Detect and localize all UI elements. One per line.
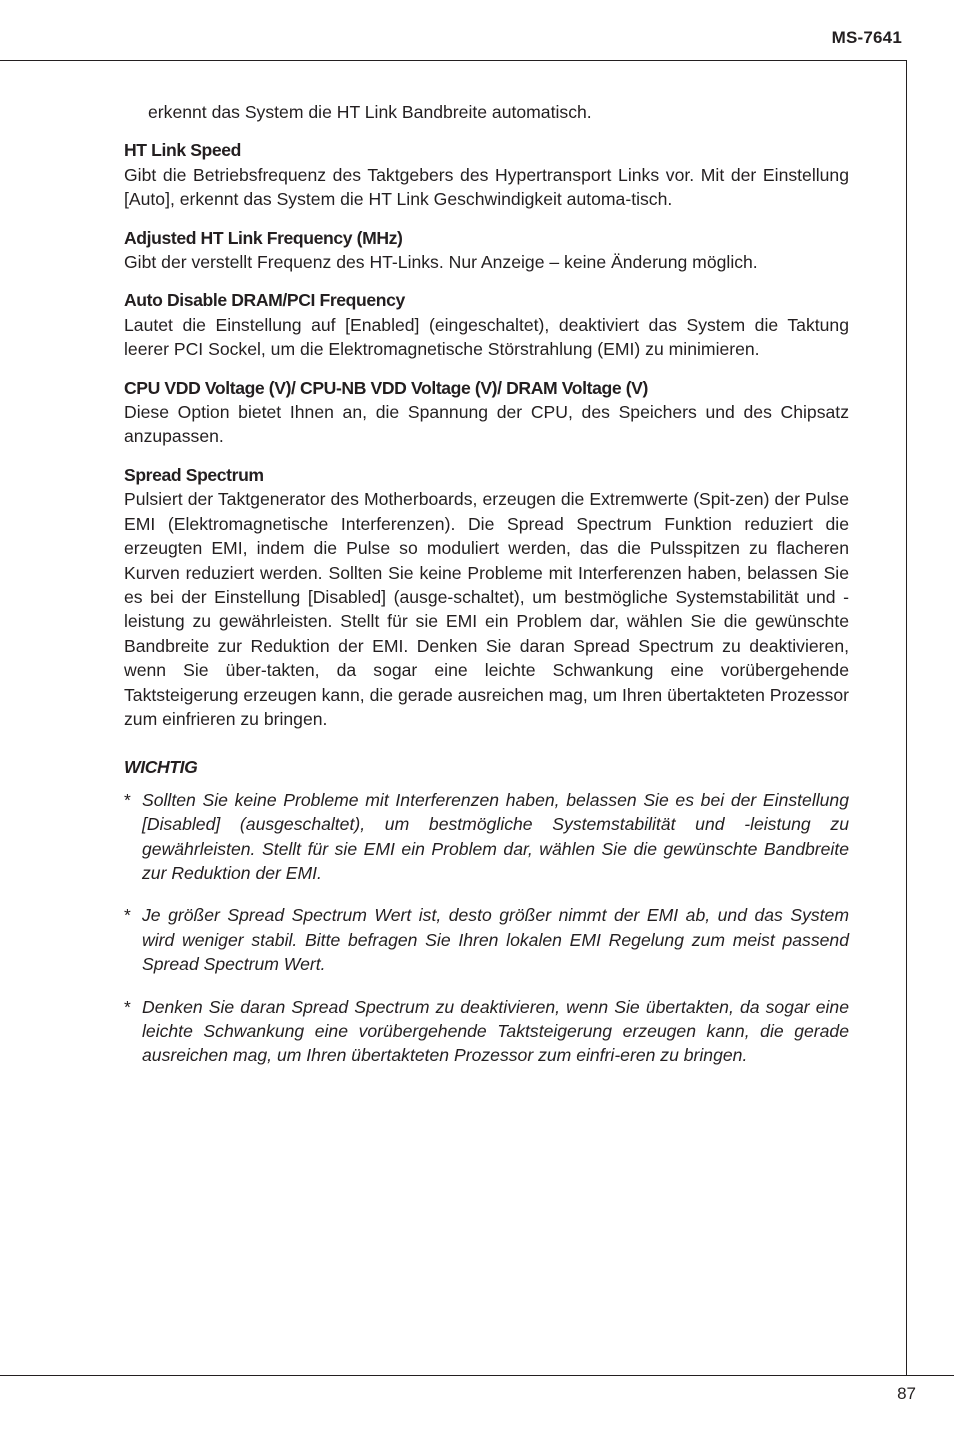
section-body: Diese Option bietet Ihnen an, die Spannung der CPU, des Speichers und des Chipsatz anzupassen. bbox=[124, 402, 849, 447]
header-rule bbox=[0, 60, 906, 61]
section-body: Lautet die Einstellung auf [Enabled] (eingeschaltet), deaktiviert das System die Taktung leerer PCI Sockel, um die Elektromagnetische Störstrahlung (EMI) zu minimieren. bbox=[124, 314, 849, 360]
section-ht-link-speed bbox=[124, 138, 849, 211]
important-heading: WICHTIG bbox=[124, 757, 198, 778]
section-title: Spread Spectrum bbox=[124, 464, 264, 485]
page-number: 87 bbox=[897, 1384, 916, 1403]
section-adjusted-ht-link-frequency bbox=[124, 226, 849, 275]
section-body: Pulsiert der Taktgenerator des Motherboards, erzeugen die Extremwerte (Spit-zen) der Pulse EMI (Elektromagnetische Interferenzen). Die Spread Spectrum Funktion reduziert die erzeugten EMI, indem die Pulse so moduliert werden, das die Pulsspitzen zu flacheren Kurven reduziert werden. Sollten Sie keine Probleme mit Interferenzen haben, belassen Sie es bei der Einstellung [Disabled] (ausge-schaltet), um bestmögliche Systemstabilität und -leistung zu gewährleisten. Stellt für sie EMI ein Problem dar, wählen Sie die gewünschte Bandbreite zur Reduktion der EMI. Denken Sie daran Spread Spectrum zu deaktivieren, wenn Sie über-takten, da sogar eine leichte Schwankung eine vorübergehende Taktsteigerung erzeugen kann, die gerade ausreichen mag, um Ihren übertakteten Prozessor zum einfrieren zu bringen. bbox=[124, 489, 849, 729]
asterisk-bullet: * bbox=[124, 996, 131, 1017]
section-title: CPU VDD Voltage (V)/ CPU-NB VDD Voltage (V)/ DRAM Voltage (V) bbox=[124, 377, 648, 398]
asterisk-bullet: * bbox=[124, 905, 131, 926]
section-title: Auto Disable DRAM/PCI Frequency bbox=[124, 290, 405, 311]
model-number: MS-7641 bbox=[831, 28, 902, 47]
important-item bbox=[124, 903, 849, 976]
important-item-text: Denken Sie daran Spread Spectrum zu deaktivieren, wenn Sie übertakten, da sogar eine leichte Schwankung eine vorübergehende Taktsteigerung erzeugen kann, die gerade ausreichen mag, um Ihren übertakteten Prozessor zum einfri-eren zu bringen. bbox=[142, 996, 849, 1066]
side-rule bbox=[906, 60, 907, 1375]
continuation-text: erkennt das System die HT Link Bandbreite automatisch. bbox=[148, 102, 592, 122]
footer-rule bbox=[0, 1375, 954, 1376]
section-title: HT Link Speed bbox=[124, 140, 241, 161]
page-content bbox=[124, 100, 849, 1086]
important-item-text: Je größer Spread Spectrum Wert ist, desto größer nimmt der EMI ab, und das System wird weniger stabil. Bitte befragen Sie Ihren lokalen EMI Regelung zum meist passend Spread Spectrum Wert. bbox=[142, 905, 849, 975]
section-body: Gibt die Betriebsfrequenz des Taktgebers des Hypertransport Links vor. Mit der Einstellung [Auto], erkennt das System die HT Link Geschwindigkeit automa-tisch. bbox=[124, 164, 849, 210]
section-voltage bbox=[124, 376, 849, 449]
important-item-text: Sollten Sie keine Probleme mit Interferenzen haben, belassen Sie es bei der Einstellung [Disabled] (ausgeschaltet), um bestmögliche Systemstabilität und -leistung zu gewährleisten. Stellt für sie EMI ein Problem dar, wählen Sie die gewünschte Bandbreite zur Reduktion der EMI. bbox=[142, 789, 849, 883]
important-list bbox=[124, 788, 849, 1068]
important-item bbox=[124, 788, 849, 886]
important-item bbox=[124, 995, 849, 1068]
asterisk-bullet: * bbox=[124, 789, 131, 810]
section-body: Gibt der verstellt Frequenz des HT-Links. Nur Anzeige – keine Änderung möglich. bbox=[124, 252, 758, 273]
section-auto-disable-dram-pci bbox=[124, 288, 849, 361]
section-title: Adjusted HT Link Frequency (MHz) bbox=[124, 227, 403, 248]
section-spread-spectrum bbox=[124, 463, 849, 731]
